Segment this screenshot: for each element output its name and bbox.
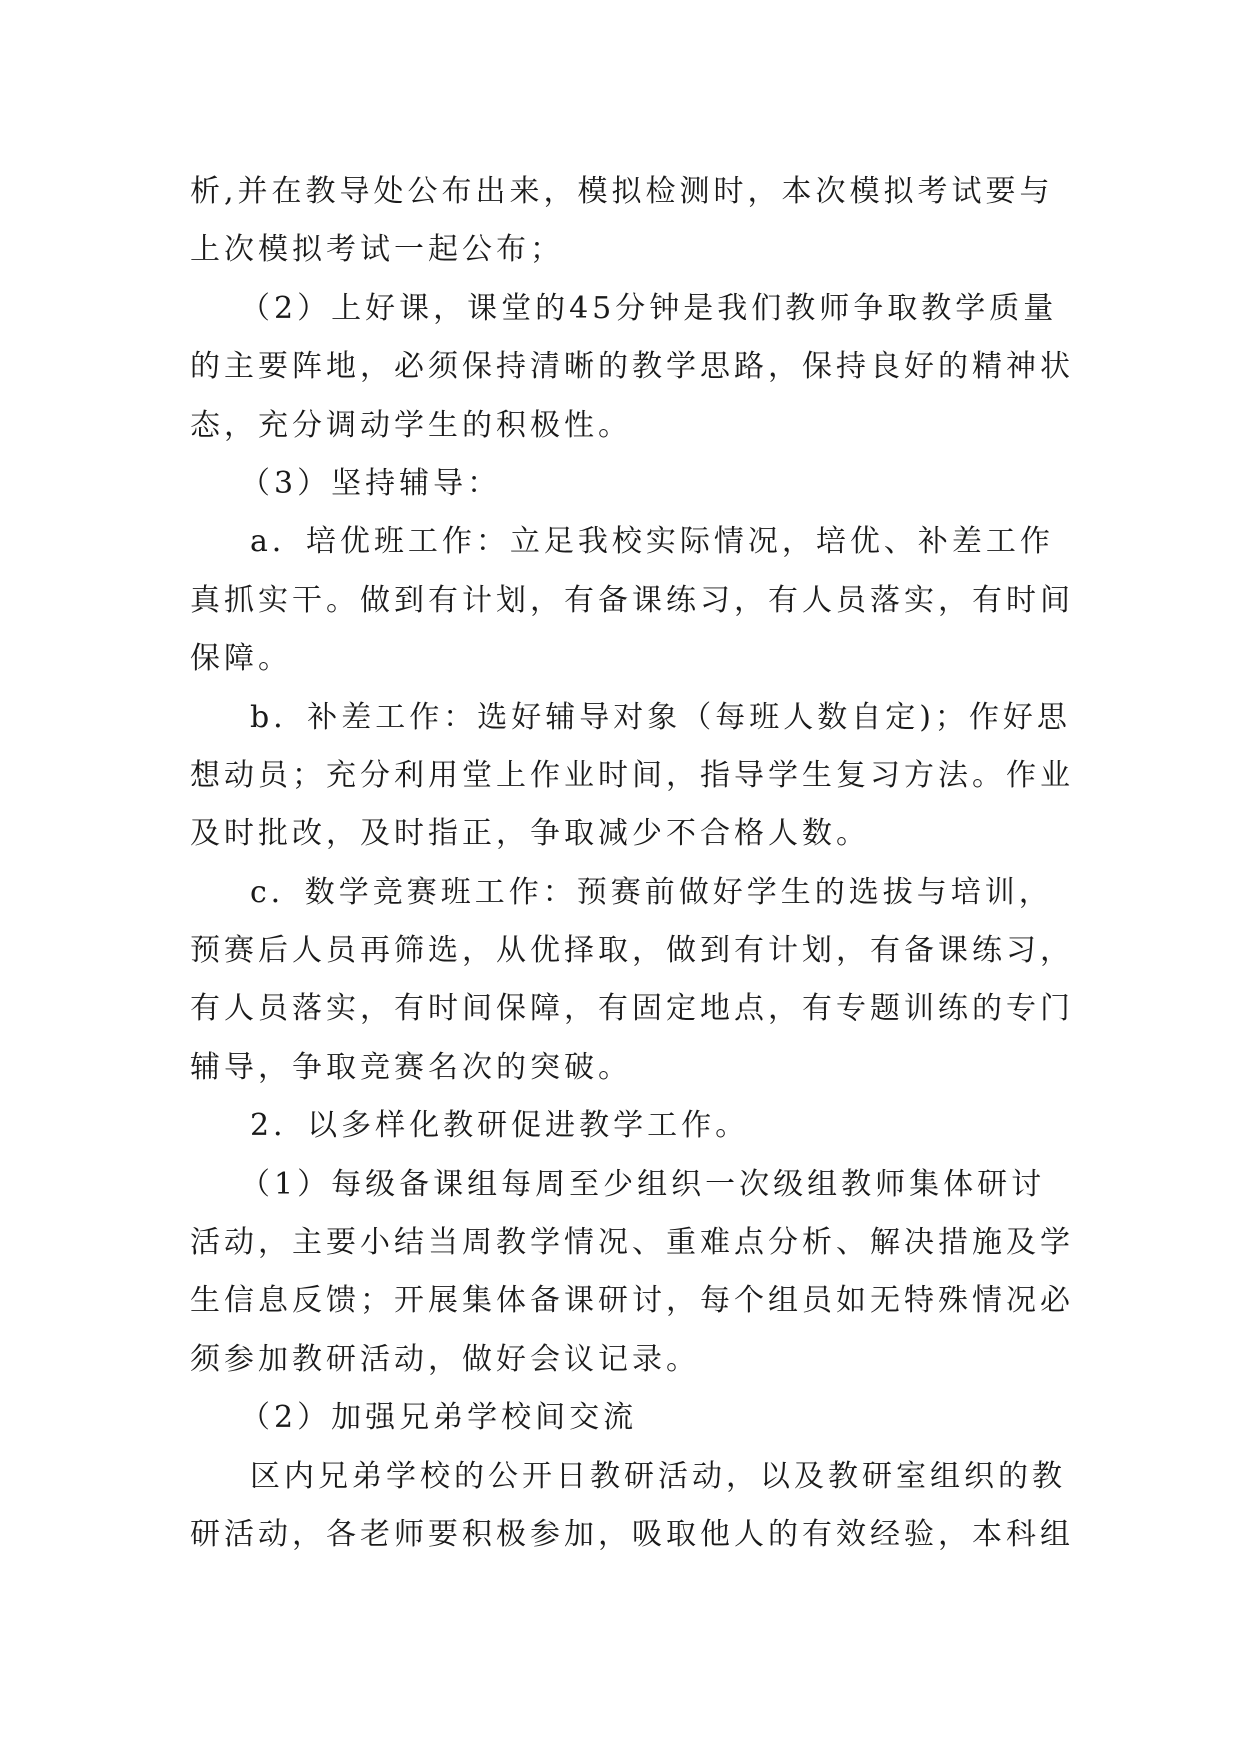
text-line: （2）上好课，课堂的45分钟是我们教师争取教学质量 <box>240 290 1058 326</box>
text-line: （1）每级备课组每周至少组织一次级组教师集体研讨 <box>240 1166 1046 1202</box>
text-line: 上次模拟考试一起公布； <box>190 232 564 268</box>
text-line: 2．以多样化教研促进教学工作。 <box>250 1108 750 1144</box>
text-line: 有人员落实，有时间保障，有固定地点，有专题训练的专门 <box>190 991 1074 1027</box>
text-line: 活动，主要小结当周教学情况、重难点分析、解决措施及学 <box>190 1225 1074 1261</box>
text-line: 须参加教研活动，做好会议记录。 <box>190 1341 700 1377</box>
text-line: 真抓实干。做到有计划，有备课练习，有人员落实，有时间 <box>190 582 1074 618</box>
text-line: （2）加强兄弟学校间交流 <box>240 1400 638 1436</box>
text-line: 想动员；充分利用堂上作业时间，指导学生复习方法。作业 <box>190 757 1074 793</box>
text-line: a．培优班工作：立足我校实际情况，培优、补差工作 <box>250 524 1054 560</box>
text-line: 预赛后人员再筛选，从优择取，做到有计划，有备课练习， <box>190 933 1074 969</box>
text-line: c．数学竞赛班工作：预赛前做好学生的选拔与培训， <box>250 874 1053 910</box>
text-line: 区内兄弟学校的公开日教研活动，以及教研室组织的教 <box>250 1458 1066 1494</box>
text-line: 研活动，各老师要积极参加，吸取他人的有效经验，本科组 <box>190 1516 1074 1552</box>
text-line: 态，充分调动学生的积极性。 <box>190 407 632 443</box>
text-line: b．补差工作：选好辅导对象（每班人数自定)；作好思 <box>250 699 1071 735</box>
text-line: 保障。 <box>190 641 292 677</box>
text-line: 的主要阵地，必须保持清晰的教学思路，保持良好的精神状 <box>190 349 1074 385</box>
text-line: （3）坚持辅导： <box>240 465 502 501</box>
text-line: 生信息反馈；开展集体备课研讨，每个组员如无特殊情况必 <box>190 1283 1074 1319</box>
body-text <box>190 163 1074 1564</box>
text-line: 辅导，争取竞赛名次的突破。 <box>190 1049 632 1085</box>
text-line: 析,并在教导处公布出来，模拟检测时，本次模拟考试要与 <box>190 174 1054 209</box>
text-line: 及时批改，及时指正，争取减少不合格人数。 <box>190 816 870 852</box>
